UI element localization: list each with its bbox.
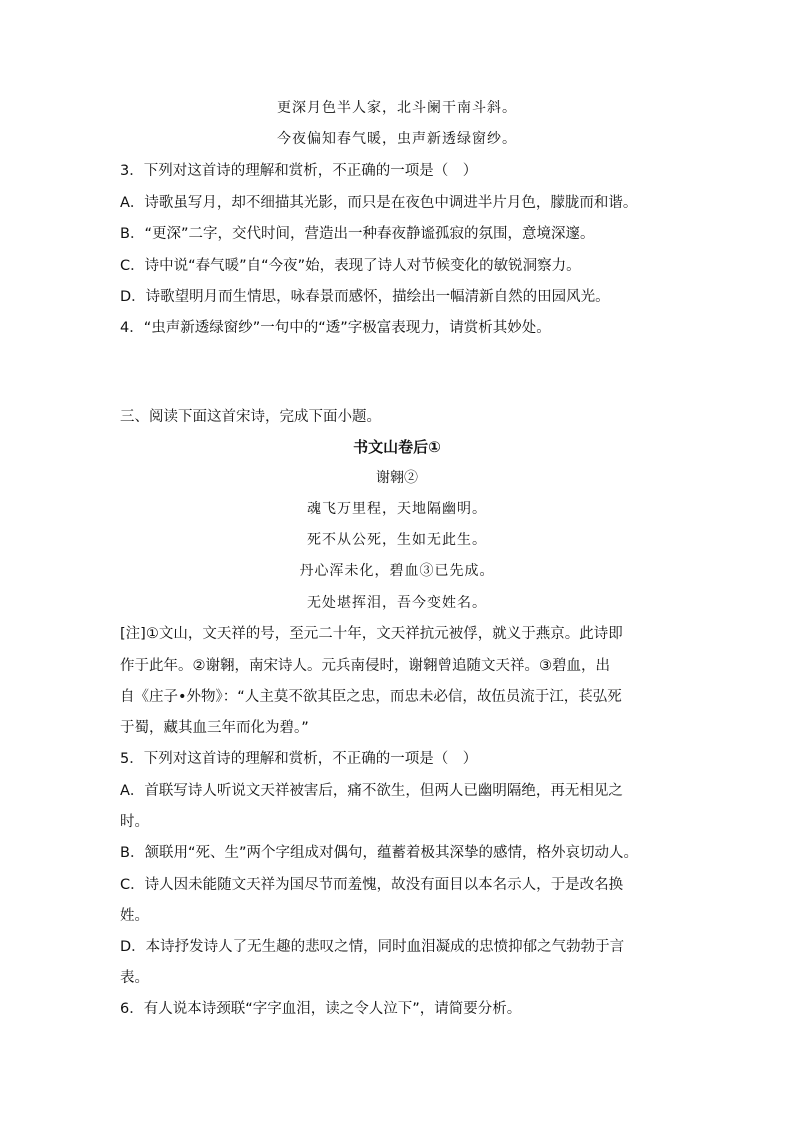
note-line-2: 作于此年。②谢翱，南宋诗人。元兵南侵时，谢翱曾追随文天祥。③碧血，出 — [120, 658, 610, 674]
q5-option-b: B．颔联用“死、生”两个字组成对偶句，蕴蓄着极其深挚的感情，格外哀切动人。 — [120, 845, 638, 861]
q3-option-d: D．诗歌望明月而生情思，咏春景而感怀，描绘出一幅清新自然的田园风光。 — [120, 289, 610, 305]
q5-option-d-line-2: 表。 — [120, 970, 149, 986]
note-line-4: 于蜀，藏其血三年而化为碧。” — [120, 720, 309, 736]
q4-stem: 4．“虫声新透绿窗纱”一句中的“透”字极富表现力，请赏析其妙处。 — [120, 320, 551, 336]
q5-option-d-line-1: D．本诗抒发诗人了无生趣的悲叹之情，同时血泪凝成的忠愤抑郁之气勃勃于言 — [120, 939, 625, 955]
q5-option-c-line-1: C．诗人因未能随文天祥为国尽节而羞愧，故没有面目以本名示人，于是改名换 — [120, 877, 624, 893]
note-line-3: 自《庄子•外物》：“人主莫不欲其臣之忠，而忠未必信，故伍员流于江，苌弘死 — [120, 689, 622, 705]
q3-option-c: C．诗中说“春气暖”自“今夜”始，表现了诗人对节候变化的敏锐洞察力。 — [120, 258, 581, 274]
poem1-line-3: 更深月色半人家，北斗阑干南斗斜。 — [277, 100, 517, 116]
note-line-1: [注]①文山，文天祥的号，至元二十年，文天祥抗元被俘，就义于燕京。此诗即 — [120, 626, 623, 642]
poem1-line-4: 今夜偏知春气暖，虫声新透绿窗纱。 — [277, 131, 517, 147]
q5-option-a-line-1: A．首联写诗人听说文天祥被害后，痛不欲生，但两人已幽明隔绝，再无相见之 — [120, 783, 623, 799]
poem2-line-3: 丹心浑未化，碧血③已先成。 — [299, 563, 495, 579]
section3-heading: 三、阅读下面这首宋诗，完成下面小题。 — [120, 409, 381, 425]
poem2-line-2: 死不从公死，生如无此生。 — [307, 532, 487, 548]
poem2-line-1: 魂飞万里程，天地隔幽明。 — [307, 501, 487, 517]
poem2-title: 书文山卷后① — [353, 438, 441, 456]
q5-option-a-line-2: 时。 — [120, 814, 149, 830]
poem2-line-4: 无处堪挥泪，吾今变姓名。 — [307, 595, 487, 611]
q6-stem: 6．有人说本诗颈联“字字血泪，读之令人泣下”，请简要分析。 — [120, 1001, 522, 1017]
q5-stem: 5．下列对这首诗的理解和赏析，不正确的一项是（ ） — [120, 751, 478, 767]
q3-option-a: A．诗歌虽写月，却不细描其光影，而只是在夜色中调进半片月色，朦胧而和谐。 — [120, 195, 638, 211]
q3-stem: 3．下列对这首诗的理解和赏析，不正确的一项是（ ） — [120, 163, 478, 179]
q5-option-c-line-2: 姓。 — [120, 908, 149, 924]
poem2-author: 谢翱② — [376, 470, 418, 486]
q3-option-b: B．“更深”二字，交代时间，营造出一种春夜静谧孤寂的氛围，意境深邃。 — [120, 226, 595, 242]
